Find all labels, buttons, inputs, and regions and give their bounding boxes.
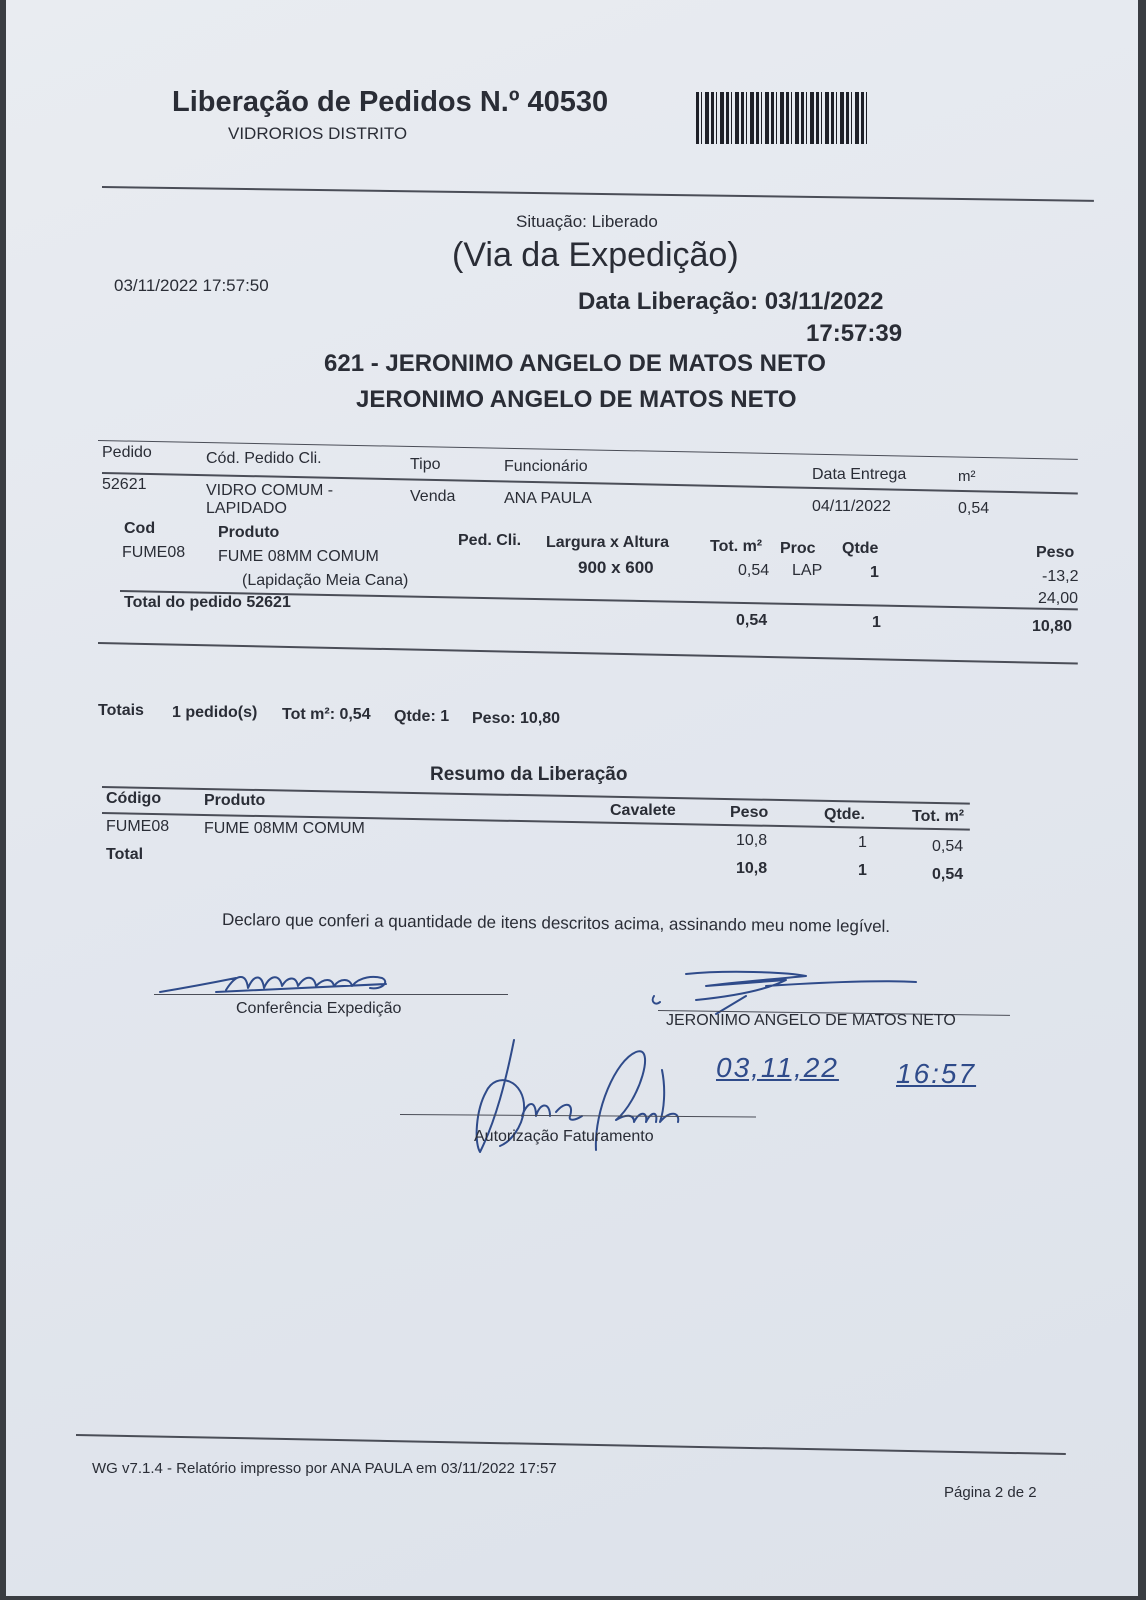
order-table-bottom-rule xyxy=(98,642,1078,665)
summary-row-tot-m2: 0,54 xyxy=(932,838,964,855)
release-time: 17:57:39 xyxy=(806,320,903,347)
footer-rule xyxy=(76,1434,1066,1455)
document-page xyxy=(6,0,1138,1596)
declaration-text: Declaro que conferi a quantidade de itens descritos acima, assinando meu nome legível. xyxy=(221,910,891,936)
col-header-cod-pedido-cli: Cód. Pedido Cli. xyxy=(206,450,322,467)
item-header-tot-m2: Tot. m² xyxy=(710,538,763,555)
document-title: Liberação de Pedidos N.º 40530 xyxy=(172,86,609,118)
company-name: VIDRORIOS DISTRITO xyxy=(228,124,408,143)
col-header-funcionario: Funcionário xyxy=(504,458,588,475)
totals-pedidos: 1 pedido(s) xyxy=(172,704,258,721)
summary-row-codigo: FUME08 xyxy=(106,818,170,835)
client-code-name: 621 - JERONIMO ANGELO DE MATOS NETO xyxy=(324,350,826,377)
order-total-label: Total do pedido 52621 xyxy=(124,594,291,611)
autorizacao-signature xyxy=(466,1030,696,1180)
item-product-detail: (Lapidação Meia Cana) xyxy=(242,572,409,589)
totals-qtde: Qtde: 1 xyxy=(394,708,450,725)
totals-label: Totais xyxy=(98,702,144,719)
order-client-code-1: VIDRO COMUM - xyxy=(206,482,334,499)
col-header-m2: m² xyxy=(958,468,976,485)
item-peso-1: -13,2 xyxy=(1042,568,1079,585)
item-dimensions: 900 x 600 xyxy=(578,558,654,577)
summary-header-qtde: Qtde. xyxy=(824,806,865,823)
expedicao-signature-line xyxy=(154,994,508,995)
client-name: JERONIMO ANGELO DE MATOS NETO xyxy=(356,386,797,413)
item-header-qtde: Qtde xyxy=(842,540,879,557)
order-m2: 0,54 xyxy=(958,500,990,517)
handwritten-time: 16:57 xyxy=(896,1058,977,1089)
col-header-tipo: Tipo xyxy=(410,456,441,473)
item-code: FUME08 xyxy=(122,544,186,561)
copy-label: (Via da Expedição) xyxy=(452,236,739,274)
summary-total-label: Total xyxy=(106,846,144,863)
item-header-proc: Proc xyxy=(780,540,816,557)
order-total-m2: 0,54 xyxy=(736,612,768,629)
summary-total-tot-m2: 0,54 xyxy=(932,866,964,883)
item-proc: LAP xyxy=(792,562,823,579)
handwritten-date: 03,11,22 xyxy=(716,1052,839,1083)
item-header-largura-altura: Largura x Altura xyxy=(546,534,669,551)
item-header-peso: Peso xyxy=(1036,544,1075,561)
item-product: FUME 08MM COMUM xyxy=(218,548,379,565)
autorizacao-label: Autorização Faturamento xyxy=(474,1128,654,1145)
summary-total-qtde: 1 xyxy=(858,862,867,879)
order-total-qtde: 1 xyxy=(872,614,881,631)
item-peso-2: 24,00 xyxy=(1038,590,1079,607)
summary-header-tot-m2: Tot. m² xyxy=(912,808,965,825)
expedicao-label: Conferência Expedição xyxy=(236,1000,402,1017)
item-header-cod: Cod xyxy=(124,520,156,537)
summary-title: Resumo da Liberação xyxy=(430,764,628,785)
summary-header-codigo: Código xyxy=(106,790,162,807)
summary-header-produto: Produto xyxy=(204,792,266,809)
item-header-produto: Produto xyxy=(218,524,280,541)
summary-row-produto: FUME 08MM COMUM xyxy=(204,820,365,837)
item-header-ped-cli: Ped. Cli. xyxy=(458,532,522,549)
footer-page-number: Página 2 de 2 xyxy=(944,1484,1037,1501)
order-type: Venda xyxy=(410,488,456,505)
col-header-data-entrega: Data Entrega xyxy=(812,466,907,483)
col-header-pedido: Pedido xyxy=(102,444,152,461)
client-signature-label: JERONIMO ANGELO DE MATOS NETO xyxy=(666,1012,956,1029)
totals-m2: Tot m²: 0,54 xyxy=(282,706,371,723)
summary-header-cavalete: Cavalete xyxy=(610,802,676,819)
item-tot-m2: 0,54 xyxy=(738,562,770,579)
summary-total-peso: 10,8 xyxy=(736,860,768,877)
order-employee: ANA PAULA xyxy=(504,490,592,507)
order-delivery-date: 04/11/2022 xyxy=(812,498,891,515)
order-number: 52621 xyxy=(102,476,147,493)
release-date: Data Liberação: 03/11/2022 xyxy=(578,288,884,315)
order-client-code-2: LAPIDADO xyxy=(206,500,287,517)
summary-header-peso: Peso xyxy=(730,804,769,821)
header-divider xyxy=(102,186,1094,202)
status-text: Situação: Liberado xyxy=(516,212,658,231)
barcode xyxy=(696,92,868,144)
order-total-peso: 10,80 xyxy=(1032,618,1073,635)
item-qtde: 1 xyxy=(870,564,879,581)
summary-row-qtde: 1 xyxy=(858,834,867,851)
print-datetime: 03/11/2022 17:57:50 xyxy=(114,276,269,295)
summary-row-peso: 10,8 xyxy=(736,832,768,849)
totals-peso: Peso: 10,80 xyxy=(472,710,561,727)
footer-printed-by: WG v7.1.4 - Relatório impresso por ANA PAULA em 03/11/2022 17:57 xyxy=(92,1460,557,1477)
